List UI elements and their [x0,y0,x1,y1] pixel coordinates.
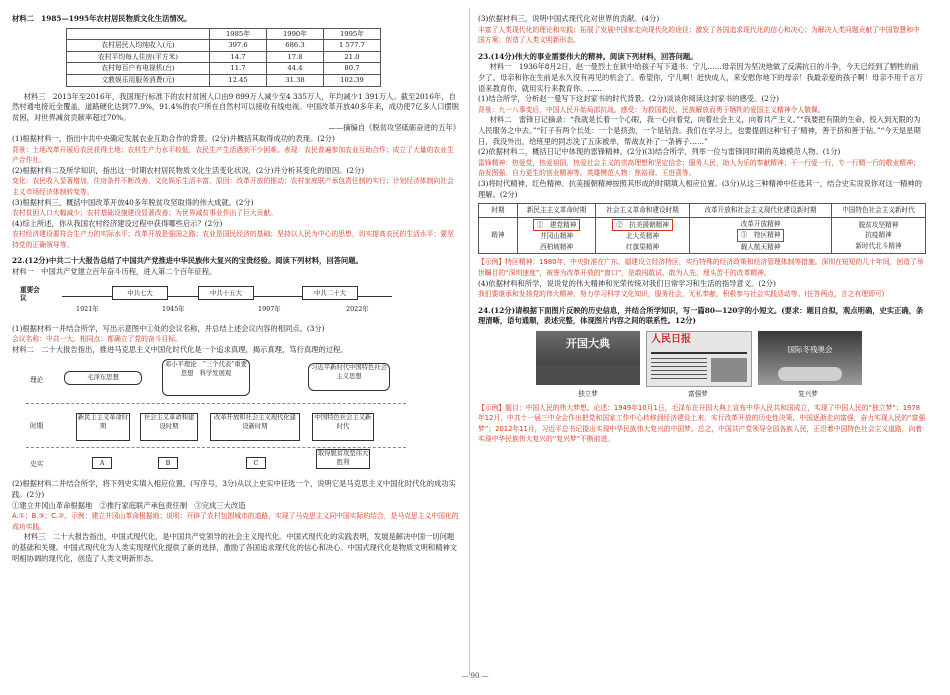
question-2: (2)根据材料二及所学知识，指出这一时期农村居民物质文化生活变化状况，(2分)并分析其变化的原因。(2分) [12,165,365,175]
period-box: 社会主义革命和建设时期 [140,413,198,441]
period-box: 改革开放和社会主义现代化建设新时期 [210,413,300,441]
filled-blank: ① 建党精神 [533,219,581,232]
row-label: 农村居民人均纯收入(元) [67,40,210,52]
table-header: 社会主义革命和建设时期 [596,204,690,218]
photo-title: 开国大典 [566,337,610,351]
answer-22-3: 丰富了人类现代化的理论和实践；拓展了发展中国家走向现代化的途径；激发了各国追求现代化的信心和决心；为解决人类问题贡献了中国智慧和中国方案；创造了人类文明新形态。 [478,25,920,45]
photo-title: 国际冬残奥会 [787,345,833,355]
table-header: 改革开放和社会主义现代化建设新时期 [690,204,832,218]
column-divider [469,8,470,676]
table-cell [518,217,596,254]
table-cell: 102.39 [324,74,381,86]
answer-4: 农村经济建设要符合生产力的实际水平；改革开放是强国之路；农业是国民经济的基础；坚持以人民为中心的思想，切实提高农民的生活水平；要坚持党的正确领导等。 [12,230,454,249]
timeline-event: 中共二十大 [302,286,358,300]
question-22-1: (1)根据材料一并结合所学，写出示意图中①处的会议名称，并总结上述会议内容的相同点。(3分) [12,323,325,333]
newspaper-photo [711,358,747,382]
photo-title: 人民日报 [651,334,691,346]
question-22-material-three: 材料三 二十大报告指出，中国式现代化，是中国共产党领导的社会主义现代化。中国式现代化的实践表明，发展是解决中国一切问题的基础和关键。中国式现代化为人类实现现代化提供了新的选择，激励了各国追求现代化的信心和决心。中国式现代化是物质文明和精神文明相协调的现代化，创造了人类文明新形态。 [12,532,458,563]
photo-labels [536,389,926,400]
question-3: (3)根据材料三，概括中国改革开放40多年脱贫攻坚取得的伟大成就。(2分) [12,197,254,207]
meeting-timeline [12,280,460,322]
table-row [67,74,381,86]
question-22-3: (3)依据材料三，说明中国式现代化对世界的贡献。(4分) [478,14,660,23]
answer-22-1: 会议名称：中共一大。相同点：都确立了党的奋斗目标。 [12,335,182,344]
cell-line: 抗疫精神 [865,231,892,240]
photo-label: 复兴梦 [798,390,818,399]
table-cell: 11.7 [210,63,267,75]
period-box: 中国特色社会主义新时代 [312,413,374,441]
row-label: 精神 [479,217,518,254]
answer-3: 农村贫困人口大幅减少；农村基础设施建设显著改善；为世界减贫事业作出了巨大贡献。 [12,209,278,218]
answer-24: 【示例】题目：中国人民的伟大梦想。论述：1949年10月1日，毛泽东在开国大典上宣布中华人民共和国成立，实现了中国人民的“独立梦”；1978年12月，中共十一届三中全会作出把党和国家工作中心转移到经济建设上来、实行改革开放的历史性决策，中国逐渐走向富强，奋力实现人民的“富强梦”；2012年11月，习近平总书记提出实现中华民族伟大复兴的中国梦。总之，中国共产党领导全国各族人民，正沿着中国特色社会主义道路，向着实现中华民族伟大复兴的“复兴梦”不断前进。 [478,403,926,444]
table-cell [596,217,690,254]
spirit-table [478,203,926,254]
question-4: (4)综上所述，你从我国农村经济建设过程中获得哪些启示？(2分) [12,218,223,228]
period-box: 新民主主义革命时期 [76,413,130,441]
history-box-poverty: 取得脱贫攻坚伟大胜利 [316,449,370,469]
table-row [479,217,926,254]
timeline-side-label: 重要会议 [20,285,40,302]
question-23-3: (3)将时代精神、红色精神、抗美援朝精神按照其形成的时期填入相应位置。(3分)从这三种精神中任选其一，结合史实说说你对这一精神的理解。(2分) [478,178,922,199]
photo-newspaper [646,331,752,387]
question-22-material-two: 材料二 二十大报告指出，推进马克思主义中国化时代化是一个追求真理，揭示真理，笃行真理的过程。 [12,344,348,354]
table-row [67,40,381,52]
row-label: 农村平均每人住房(平方米) [67,51,210,63]
answer-22-2: A.①；B.③；C.②。示例：建立井冈山革命根据地；说明：开辟了农村包围城市的道路，实现了马克思主义同中国实际的结合，是马克思主义中国化的成功实践。 [12,512,459,531]
cell-line: 红旗渠精神 [626,242,659,251]
right-column [478,14,926,445]
newspaper-rule [651,352,747,354]
table-header-row [67,28,381,40]
question-23: 23.(14分)伟大的事业需要伟大的精神。阅读下列材料，回答问题。 [478,51,698,61]
cell-line: 载人航天精神 [740,242,781,251]
photo-winter-games [758,331,862,385]
table-cell: 12.45 [210,74,267,86]
question-1: (1)根据材料一，指出中共中央确定发展农业互助合作的背景。(2分)并概括其取得成功的表现。(2分) [12,133,335,143]
table-cell: 14.7 [210,51,267,63]
question-23-2: (2)依据材料二，概括日记中体现的雷锋精神。(2分)(3)结合所学，列举一位与雷锋同时期的英雄模范人物。(1分) [478,147,841,157]
timeline-year: 2022年 [346,304,369,313]
table-cell [690,217,832,254]
photo-stage [778,367,842,381]
material-three-text: 材料三 2013年至2016年，我国现行标准下的农村贫困人口由9 899万人减少至4 335万人，年均减少1 391万人。截至2016年，自然村通电接近全覆盖，道路硬化达到77.9%，91.4%的农户所在自然村可以接收有线电视。中国改革开放40多年来，成功使7亿多人口摆脱贫困，对世界减贫贡献率超过70%。 [12,91,460,122]
question-23-4: (4)依据材料和所学，说说党的伟大精神和光荣传统对我们日常学习和生活的指导意义。(2分) [478,278,776,288]
answer-23-2: 雷锋精神：热爱党，热爱祖国，热爱社会主义的崇高理想和坚定信念；服务人民，助人为乐的奉献精神；干一行爱一行，专一行精一行的敬业精神；奋发图强、自力更生的创业精神等。英雄模范人物：焦裕禄、王进喜等。 [478,158,920,178]
question-22-2-options: ①建立井冈山革命根据地 ②推行家庭联产承包责任制 ③完成三大改造 [12,500,246,510]
answer-1: 背景：土地改革开展后农民获得土地；农村生产力水平较低，农民生产生活遇到不少困难。表现：农民普遍参加农业互助合作；成立了大量的农业生产合作社。 [12,145,454,165]
table-header: 时期 [479,204,518,218]
table-cell: 17.8 [267,51,324,63]
photo-founding-ceremony [536,331,640,385]
table-corner [67,28,210,40]
history-slot: B [158,457,178,469]
photo-strip [536,331,926,387]
question-23-material-two: 材料二 雷锋日记摘录：“我就是长着一个心眼，我一心向着党，向着社会主义，向着共产主义。”“我要把有限的生命，投入到无限的为人民服务之中去。”“钉子有两个长处：一个是挤劲，一个是钻劲。我们在学习上，也要提倡这种‘钉子’精神，善于挤和善于钻。”“今天是星期日，我没外出，给班里的同志洗了五床被单，帮战友补了一条裤子……” [478,115,921,146]
table-cell: 397.6 [210,40,267,52]
table-header: 新民主主义革命时期 [518,204,596,218]
diagram-divider [26,403,406,404]
filled-blank: ② 抗美援朝精神 [612,219,673,232]
theory-box: 邓小平理论 “三个代表”重要思想 科学发展观 [162,359,250,396]
newspaper-text-block [651,358,707,382]
cell-line: 井冈山精神 [540,232,573,241]
cell-line: 脱贫攻坚精神 [858,220,899,229]
table-cell: 21.0 [324,51,381,63]
rural-life-table [66,28,381,87]
table-header-row [479,204,926,218]
table-cell [831,217,925,254]
cell-line: 北大荒精神 [626,232,659,241]
timeline-year: 1921年 [76,304,99,313]
question-24: 24.(12分)请根据下面图片反映的历史信息，并结合所学知识，写一篇80—120字的小短文。(要求：题目自拟，观点明确，史实正确，条理清晰，语句通顺，表述完整，体现图片内容之间的联系性。12分) [478,305,924,326]
material-three-source: ——摘编自《脱贫攻坚砥砺奋进的五年》 [328,123,460,133]
cell-line: 西柏坡精神 [540,242,573,251]
table-cell: 686.3 [267,40,324,52]
photo-label: 富强梦 [688,390,708,399]
history-slot: A [92,457,112,469]
diagram-period-label: 时期 [30,422,44,431]
timeline-event: 中共十五大 [198,286,254,300]
diagram-divider [26,447,406,448]
sinicization-diagram [12,357,460,475]
answer-2: 变化：农民收入显著增加，住房条件不断改善，文化娱乐生活丰富。原因：改革开放的推动；农村家庭联产承包责任制的实行；计划经济体制向社会主义市场经济体制转变等。 [12,177,454,196]
question-23-material-one: 材料一 1936年8月2日，赵一曼烈士在狱中给孩子写下遗书：宁儿……母亲因为坚决地做了反满抗日的斗争，今天已经到了牺牲的前夕了。母亲和你在生前是永久没有再见的机会了。希望你，宁儿啊！赶快成人，来安慰你地下的母亲！我最亲爱的孩子啊！母亲不用千言万语来教育你，就用实行来教育你。…… [478,62,924,93]
row-label: 农村每百户有电视机(台) [67,63,210,75]
question-22-material-one: 材料一 中国共产党建立百年奋斗历程，进入第二个百年征程。 [12,267,217,277]
table-cell: 31.38 [267,74,324,86]
timeline-year: 1997年 [258,304,281,313]
theory-box: 习近平新时代中国特色社会主义思想 [308,363,390,391]
diagram-history-label: 史实 [30,460,44,469]
page-number: — 90 — [461,672,489,680]
year-header: 1995年 [324,28,381,40]
history-slot: C [246,457,266,469]
answer-23-1: 背景：九一八事变后，中国人民开始局部抗战。感受：为救国救民、民族解放而勇于牺牲的爱国主义精神令人敬佩。 [478,105,825,114]
cell-line: 新时代北斗精神 [855,241,902,250]
filled-blank: ③ 特区精神 [737,229,785,242]
table-cell: 1 577.7 [324,40,381,52]
photo-label: 独立梦 [578,390,598,399]
year-header: 1990年 [267,28,324,40]
diagram-theory-label: 理论 [30,376,44,385]
row-label: 文教娱乐用服务消费(元) [67,74,210,86]
year-header: 1985年 [210,28,267,40]
timeline-event: 中共七大 [112,286,168,300]
table-header: 中国特色社会主义新时代 [831,204,925,218]
theory-box: 毛泽东思想 [64,371,142,385]
cell-line: 改革开放精神 [740,219,781,228]
table-cell: 80.7 [324,63,381,75]
question-23-1: (1)结合所学，分析赵一曼写下这封家书的时代背景。(2分)谈谈你阅读这封家书的感受。(2分) [478,94,779,104]
timeline-year: 1945年 [162,304,185,313]
question-22-2: (2)根据材料二并结合所学，将下列史实填入相应位置，(写序号，3分)从以上史实中任选一个，说明它是马克思主义中国化时代化的成功实践。(2分) [12,479,456,500]
answer-23-3: 【示例】特区精神：1980年，中央批准在广东、福建设立经济特区，实行特殊的经济政策和经济管理体制等措施。深圳在短短的几十年间，创造了举世瞩目的“深圳速度”，被誉为改革开放的“窗口”，是敢闯敢试、敢为人先、埋头苦干的改革精神。 [478,258,924,278]
table-cell: 44.4 [267,63,324,75]
table-row [67,51,381,63]
material-two-title: 材料二 1985—1995年农村居民物质文化生活情况。 [12,14,192,23]
left-column [12,14,460,564]
answer-23-4: 我们要继承和发扬党的伟大精神，努力学习科学文化知识，服务社会，无私奉献，积极参与社会实践活动等。(任答两点，言之有理即可) [478,290,885,299]
photo-crowd [536,365,640,385]
table-row [67,63,381,75]
question-22: 22.(12分)中共二十大报告总结了中国共产党推进中华民族伟大复兴的宝贵经验。阅读下列材料，回答问题。 [12,256,363,266]
